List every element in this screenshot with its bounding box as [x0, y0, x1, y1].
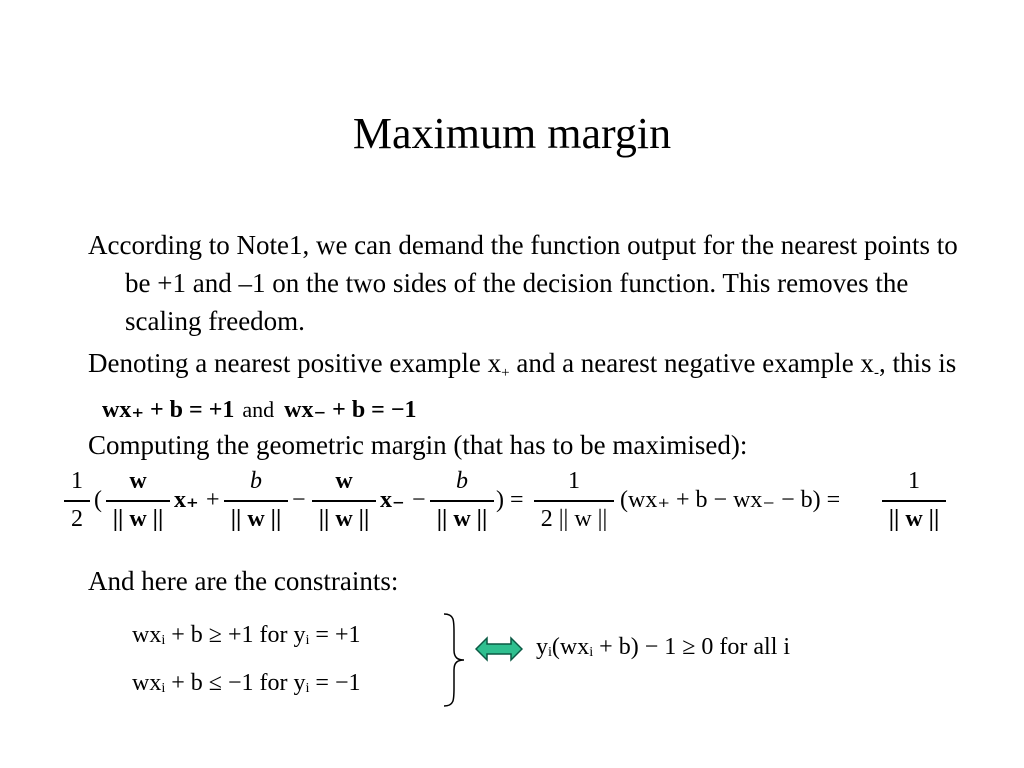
r2-den: || w ||	[888, 505, 940, 532]
middle-expression: (wx₊ + b − wx₋ − b) =	[620, 487, 841, 513]
half-den: 2	[71, 505, 83, 532]
r1-num: 1	[568, 468, 580, 494]
fraction-one-over-norm	[882, 466, 946, 536]
plus-sign: +	[206, 487, 220, 513]
margin-equation	[64, 466, 964, 542]
fraction-bar	[882, 500, 946, 502]
fraction-bar	[430, 500, 494, 502]
t2-num: b	[250, 468, 262, 494]
paragraph-note1: According to Note1, we can demand the function output for the nearest points to be +1 and –1 on the two sides of the decision function. This removes the scaling freedom.	[88, 230, 958, 336]
inline-eq-and: and	[242, 397, 275, 422]
right-brace-icon	[440, 612, 466, 708]
denoting-text-a: Denoting a nearest positive example x	[88, 348, 502, 378]
fraction-bar	[312, 500, 376, 502]
paragraph-constraints: And here are the constraints:	[88, 566, 399, 596]
subscript-plus: +	[501, 365, 510, 381]
fraction-bar	[106, 500, 170, 502]
inline-equation	[102, 391, 417, 429]
x-plus: x₊	[174, 487, 199, 513]
combined-constraint: yᵢ(wxᵢ + b) − 1 ≥ 0 for all i	[536, 634, 791, 660]
t4-num: b	[456, 468, 468, 494]
x-minus: x₋	[380, 487, 405, 513]
r1-den: 2 || w ||	[540, 505, 608, 532]
t4-den: || w ||	[436, 505, 488, 532]
fraction-w-over-norm-1	[106, 466, 170, 536]
paragraph-denoting	[88, 344, 985, 427]
t2-den: || w ||	[230, 505, 282, 532]
slide-title: Maximum margin	[352, 109, 672, 158]
r2-num: 1	[908, 468, 920, 494]
fraction-bar	[224, 500, 288, 502]
fraction-bar	[534, 500, 614, 502]
constraint-positive: wxᵢ + b ≥ +1 for yᵢ = +1	[132, 622, 361, 648]
subscript-minus: -	[873, 365, 879, 381]
inline-eq-part2: wx₋ + b = −1	[284, 397, 417, 423]
minus-sign: −	[412, 487, 426, 513]
fraction-b-over-norm-1	[224, 466, 288, 536]
denoting-text-b: and a nearest negative example x	[509, 348, 874, 378]
fraction-half	[64, 466, 90, 536]
t1-num: w	[129, 468, 147, 494]
fraction-w-over-norm-2	[312, 466, 376, 536]
inline-eq-part1: wx₊ + b = +1	[102, 397, 235, 423]
fraction-bar	[64, 500, 90, 502]
half-num: 1	[71, 468, 83, 494]
denoting-text-c: , this is	[878, 348, 957, 378]
fraction-b-over-norm-2	[430, 466, 494, 536]
paragraph-geometric-margin: Computing the geometric margin (that has to be maximised):	[88, 430, 748, 460]
t1-den: || w ||	[112, 505, 164, 532]
minus-sign: −	[292, 487, 306, 513]
close-paren-equals: ) =	[496, 487, 524, 513]
t3-den: || w ||	[318, 505, 370, 532]
t3-num: w	[335, 468, 353, 494]
open-paren: (	[94, 487, 102, 513]
double-arrow-icon	[475, 636, 523, 662]
fraction-one-over-two-norm	[534, 466, 614, 536]
constraint-negative: wxᵢ + b ≤ −1 for yᵢ = −1	[132, 670, 361, 696]
